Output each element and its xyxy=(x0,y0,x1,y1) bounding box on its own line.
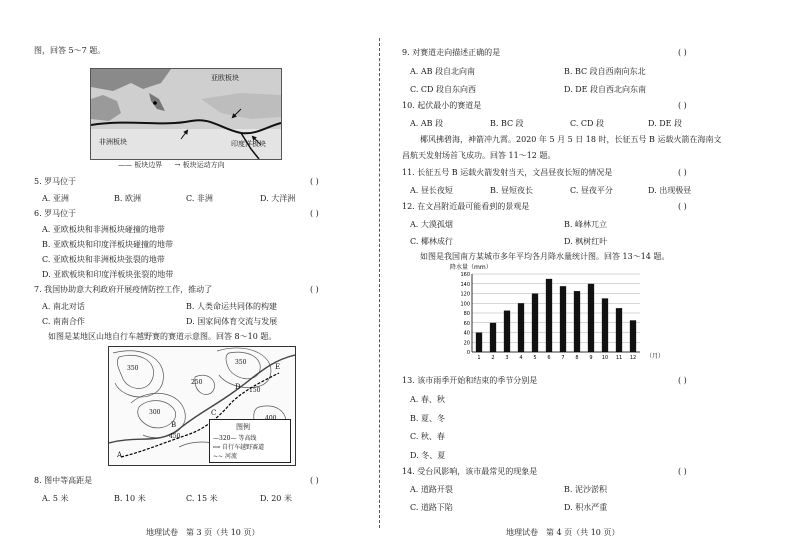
q6-option-a[interactable]: A. 亚欧板块和非洲板块碰撞的地带 xyxy=(42,225,165,234)
y-tick-label-100: 100 xyxy=(460,301,470,308)
q6-option-b[interactable]: B. 亚欧板块和印度洋板块碰撞的地带 xyxy=(42,240,173,249)
legend-boundary-label: 板块边界 xyxy=(134,161,163,169)
q11-option-a[interactable]: A. 昼长夜短 xyxy=(410,186,453,195)
legend-arrow-icon: → xyxy=(174,161,181,169)
q5-option-b[interactable]: B. 欧洲 xyxy=(114,194,141,203)
y-tick-label-60: 60 xyxy=(463,320,470,327)
q7-answer-paren[interactable]: ( ) xyxy=(310,285,319,294)
x-tick-label-6: 6 xyxy=(547,355,551,361)
label-eurasia-plate: 亚欧板块 xyxy=(211,74,239,82)
q13-option-a[interactable]: A. 春、秋 xyxy=(410,395,445,404)
q6-answer-paren[interactable]: ( ) xyxy=(310,209,319,218)
chart-x-tick-labels xyxy=(477,355,636,361)
contour-label-4: 350 xyxy=(235,359,247,366)
x-tick-label-8: 8 xyxy=(575,355,579,361)
y-tick-label-140: 140 xyxy=(460,281,470,288)
q9-option-b[interactable]: B. BC 段自西南向东北 xyxy=(564,67,646,76)
q9-answer-paren[interactable]: ( ) xyxy=(678,48,687,57)
q5-option-d[interactable]: D. 大洋洲 xyxy=(260,194,296,203)
map1-legend xyxy=(118,160,225,170)
label-africa-plate: 非洲板块 xyxy=(99,138,127,146)
q12-option-d[interactable]: D. 枫树红叶 xyxy=(564,237,608,246)
route-map-legend xyxy=(209,419,291,463)
q7-option-a[interactable]: A. 南北对话 xyxy=(42,302,85,311)
legend-river: ∼∼ 河流 xyxy=(213,453,237,460)
intro-q5-7: 图，回答 5～7 题。 xyxy=(34,46,106,55)
point-b: B xyxy=(171,421,177,429)
q6-option-c[interactable]: C. 亚欧板块和非洲板块张裂的地带 xyxy=(42,255,165,264)
y-tick-label-120: 120 xyxy=(460,291,470,298)
q5-stem: 5. 罗马位于 xyxy=(34,177,77,186)
point-d: D xyxy=(235,383,241,391)
y-tick-label-20: 20 xyxy=(463,340,470,347)
route-line-icon: ┅┅ xyxy=(213,444,221,451)
q8-option-b[interactable]: B. 10 米 xyxy=(114,494,146,503)
q8-option-d[interactable]: D. 20 米 xyxy=(260,494,292,503)
q13-answer-paren[interactable]: ( ) xyxy=(678,376,687,385)
q8-option-c[interactable]: C. 15 米 xyxy=(186,494,218,503)
bar-month-3 xyxy=(504,311,510,352)
bar-month-7 xyxy=(560,286,566,352)
bar-month-1 xyxy=(476,333,482,353)
q14-option-c[interactable]: C. 道路下陷 xyxy=(410,503,453,512)
footer-page-4: 地理试卷 第 4 页（共 10 页） xyxy=(506,528,620,537)
x-tick-label-11: 11 xyxy=(615,355,623,361)
q13-option-c[interactable]: C. 秋、春 xyxy=(410,432,445,441)
x-tick-label-12: 12 xyxy=(629,355,637,361)
chart-grid xyxy=(472,274,640,352)
bar-month-5 xyxy=(532,294,538,353)
q12-option-b[interactable]: B. 峰林兀立 xyxy=(564,220,607,229)
intro-q11-12-line2: 昌航天发射场首飞成功。回答 11～12 题。 xyxy=(402,151,556,160)
q14-option-a[interactable]: A. 道路开裂 xyxy=(410,485,453,494)
q6-stem: 6. 罗马位于 xyxy=(34,209,77,218)
q8-option-a[interactable]: A. 5 米 xyxy=(42,494,69,503)
y-tick-label-0: 0 xyxy=(466,350,470,356)
q12-answer-paren[interactable]: ( ) xyxy=(678,202,687,211)
q11-option-c[interactable]: C. 昼夜平分 xyxy=(570,186,613,195)
chart-y-tick-labels xyxy=(460,272,470,356)
legend-contour: —320— 等高线 xyxy=(213,435,257,442)
intro-q13-14: 如图是我国南方某城市多年平均各月降水量统计图。回答 13～14 题。 xyxy=(420,252,670,261)
q10-option-d[interactable]: D. DE 段 xyxy=(648,119,683,128)
q6-option-d[interactable]: D. 亚欧板块和印度洋板块张裂的地带 xyxy=(42,270,174,279)
x-tick-label-3: 3 xyxy=(505,355,509,361)
label-indian-plate: 印度洋板块 xyxy=(231,140,266,148)
contour-label-3: 250 xyxy=(191,379,203,386)
q10-option-a[interactable]: A. AB 段 xyxy=(410,119,444,128)
page-4 xyxy=(394,0,794,560)
q14-stem: 14. 受台风影响，该市最常见的现象是 xyxy=(402,467,538,476)
legend-direction-label: 板块运动方向 xyxy=(182,161,225,169)
y-tick-label-80: 80 xyxy=(463,311,470,317)
q5-option-a[interactable]: A. 亚洲 xyxy=(42,194,69,203)
q7-stem: 7. 我国协助意大利政府开展疫情防控工作，推动了 xyxy=(34,285,213,294)
q11-option-d[interactable]: D. 出现极昼 xyxy=(648,186,692,195)
precipitation-chart xyxy=(450,262,670,366)
contour-label-8: 150 xyxy=(249,387,261,394)
chart-y-label: 降水量（mm） xyxy=(450,264,492,271)
bar-month-10 xyxy=(602,298,608,352)
legend-route: ┅┅ 自行车越野赛道 xyxy=(213,444,265,451)
x-tick-label-9: 9 xyxy=(589,355,593,361)
bar-month-8 xyxy=(574,291,580,352)
bar-month-6 xyxy=(546,279,552,352)
q12-option-a[interactable]: A. 大漠孤烟 xyxy=(410,220,453,229)
q14-answer-paren[interactable]: ( ) xyxy=(678,467,687,476)
chart-bars xyxy=(476,279,636,352)
q7-option-b[interactable]: B. 人类命运共同体的构建 xyxy=(186,302,277,311)
point-a: A xyxy=(117,451,123,459)
contour-label-6: 450 xyxy=(169,433,181,440)
x-tick-label-10: 10 xyxy=(601,355,609,361)
chart-x-label: （月） xyxy=(646,353,665,360)
q8-answer-paren[interactable]: ( ) xyxy=(310,476,319,485)
route-map xyxy=(108,346,296,466)
x-tick-label-4: 4 xyxy=(519,355,523,361)
q11-stem: 11. 长征五号 B 运载火箭发射当天，文昌昼夜长短的情况是 xyxy=(402,168,613,177)
point-c: C xyxy=(211,409,217,417)
q12-option-c[interactable]: C. 椰林成行 xyxy=(410,237,453,246)
legend-title: 图例 xyxy=(236,423,250,431)
footer-page-3: 地理试卷 第 3 页（共 10 页） xyxy=(146,528,260,537)
q14-option-d[interactable]: D. 积水严重 xyxy=(564,503,608,512)
intro-q11-12-line1: 椰风拂碧海，神箭冲九霄。2020 年 5 月 5 日 18 时，长征五号 B 运载火箭在海南文 xyxy=(420,135,722,144)
q11-answer-paren[interactable]: ( ) xyxy=(678,168,687,177)
y-tick-label-40: 40 xyxy=(463,330,470,337)
q7-option-c[interactable]: C. 南南合作 xyxy=(42,317,85,326)
point-e: E xyxy=(275,363,281,371)
q12-stem: 12. 在文昌附近最可能看到的景观是 xyxy=(402,202,530,211)
intro-q8-10: 如图是某地区山地自行车越野赛的赛道示意图。回答 8～10 题。 xyxy=(48,332,277,341)
y-tick-label-160: 160 xyxy=(460,272,470,278)
bar-month-12 xyxy=(630,320,636,352)
q9-option-a[interactable]: A. AB 段自北向南 xyxy=(410,67,476,76)
q11-option-b[interactable]: B. 昼短夜长 xyxy=(490,186,533,195)
q5-answer-paren[interactable]: ( ) xyxy=(310,177,319,186)
river-line-icon: ∼∼ xyxy=(213,453,224,460)
q9-option-c[interactable]: C. CD 段自东向西 xyxy=(410,85,476,94)
contour-label-2: 300 xyxy=(149,409,161,416)
x-tick-label-1: 1 xyxy=(477,355,481,361)
plate-map xyxy=(90,68,282,160)
q7-option-d[interactable]: D. 国家间体育交流与发展 xyxy=(186,317,278,326)
x-tick-label-2: 2 xyxy=(491,355,495,361)
q8-stem: 8. 图中等高距是 xyxy=(34,476,93,485)
q14-option-b[interactable]: B. 泥沙淤积 xyxy=(564,485,607,494)
q13-option-d[interactable]: D. 冬、夏 xyxy=(410,451,446,460)
contour-label-1: 350 xyxy=(127,365,139,372)
bar-month-2 xyxy=(490,323,496,352)
q10-option-c[interactable]: C. CD 段 xyxy=(570,119,604,128)
q10-answer-paren[interactable]: ( ) xyxy=(678,101,687,110)
x-tick-label-7: 7 xyxy=(561,355,565,361)
q10-stem: 10. 起伏最小的赛道是 xyxy=(402,101,482,110)
page-3 xyxy=(0,0,380,560)
q13-stem: 13. 该市雨季开始和结束的季节分别是 xyxy=(402,376,538,385)
q9-option-d[interactable]: D. DE 段自西北向东南 xyxy=(564,85,647,94)
q9-stem: 9. 对赛道走向描述正确的是 xyxy=(402,48,501,57)
bar-month-4 xyxy=(518,303,524,352)
q13-option-b[interactable]: B. 夏、冬 xyxy=(410,414,445,423)
q10-option-b[interactable]: B. BC 段 xyxy=(490,119,524,128)
x-tick-label-5: 5 xyxy=(533,355,537,361)
q5-option-c[interactable]: C. 非洲 xyxy=(186,194,213,203)
legend-boundary-line-icon: —— xyxy=(118,161,132,169)
bar-month-9 xyxy=(588,284,594,352)
bar-month-11 xyxy=(616,308,622,352)
